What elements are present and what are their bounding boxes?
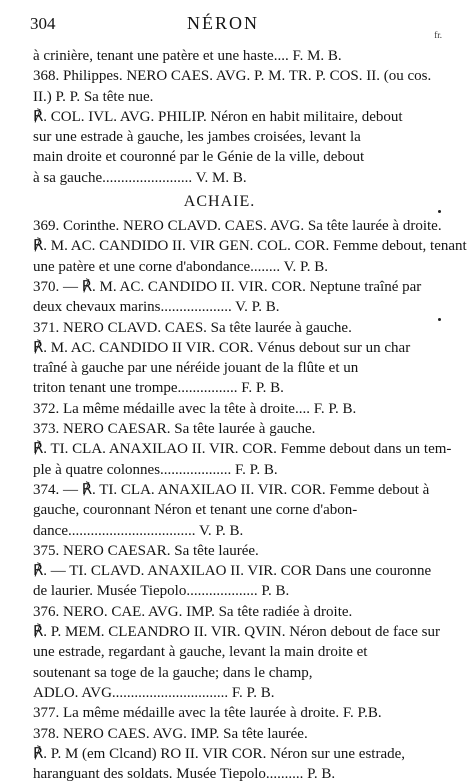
text-line: ℟. COL. IVL. AVG. PHILIP. Néron en habit militaire, debout [33, 108, 403, 125]
text-line: une estrade, regardant à gauche, levant la main droite et [33, 644, 368, 661]
text-line: 371. NERO CLAVD. CAES. Sa tête laurée à gauche. [33, 319, 352, 336]
text-line: 370. — ℟. M. AC. CANDIDO II. VIR. COR. Neptune traîné par [33, 278, 422, 295]
text-line: à crinière, tenant une patère et une haste.... F. M. B. [33, 48, 342, 64]
text-line: triton tenant une trompe................ F. P. B. [33, 380, 284, 397]
text-line: soutenant sa toge de la gauche; dans le champ, [33, 664, 313, 681]
text-line: main droite et couronné par le Génie de la ville, debout [33, 149, 365, 166]
text-line: ℟. M. AC. CANDIDO II VIR. COR. Vénus debout sur un char [33, 339, 411, 356]
page-number: 304 [30, 14, 56, 33]
text-line: gauche, couronnant Néron et tenant une corne d'abon- [33, 502, 358, 519]
text-line: à sa gauche........................ V. M. B. [33, 169, 247, 186]
text-line: 377. La même médaille avec la tête laurée à droite. F. P.B. [33, 705, 382, 722]
text-line: ple à quatre colonnes................... F. P. B. [33, 461, 278, 478]
text-line: ℟. TI. CLA. ANAXILAO II. VIR. COR. Femme debout dans un tem- [33, 441, 452, 458]
text-line: deux chevaux marins................... V. P. B. [33, 299, 280, 316]
text-line: de laurier. Musée Tiepolo................... P. B. [33, 583, 290, 600]
text-line: ℟. — TI. CLAVD. ANAXILAO II. VIR. COR Dans une couronne [33, 563, 432, 580]
text-line: ADLO. AVG............................... F. P. B. [33, 684, 275, 701]
text-line: ℟. P. M (em Clcand) RO II. VIR COR. Néron sur une estrade, [33, 745, 406, 762]
page-header [0, 12, 446, 36]
text-line: 368. Philippes. NERO CAES. AVG. P. M. TR. P. COS. II. (ou cos. [33, 68, 432, 85]
text-line: sur une estrade à gauche, les jambes croisées, levant la [33, 129, 361, 146]
text-line: 376. NERO. CAE. AVG. IMP. Sa tête radiée à droite. [33, 603, 353, 620]
margin-mark: fr. [434, 30, 442, 40]
margin-speck [438, 210, 441, 213]
text-line: 378. NERO CAES. AVG. IMP. Sa tête laurée. [33, 725, 308, 742]
margin-speck [438, 318, 441, 321]
text-line: 375. NERO CAESAR. Sa tête laurée. [33, 542, 259, 559]
text-line: ℟. P. MEM. CLEANDRO II. VIR. QVIN. Néron debout de face sur [33, 624, 441, 641]
text-line: 369. Corinthe. NERO CLAVD. CAES. AVG. Sa tête laurée à droite. [33, 218, 442, 235]
text-line: 374. — ℟. TI. CLA. ANAXILAO II. VIR. COR. Femme debout à [33, 481, 430, 498]
text-line: haranguant des soldats. Musée Tiepolo.......... P. B. [33, 766, 336, 783]
text-line: dance.................................. V. P. B. [33, 522, 244, 539]
text-line: II.) P. P. Sa tête nue. [33, 88, 154, 105]
section-heading: ACHAIE. [183, 193, 256, 211]
text-line: traîné à gauche par une néréide jouant de la flûte et un [33, 360, 359, 377]
text-line: ℟. M. AC. CANDIDO II. VIR GEN. COL. COR. Femme debout, tenant [33, 238, 467, 255]
running-title: NÉRON [187, 13, 259, 33]
page-text [33, 46, 467, 784]
text-line: une patère et une corne d'abondance........ V. P. B. [33, 258, 328, 275]
text-line: 373. NERO CAESAR. Sa tête laurée à gauche. [33, 421, 316, 438]
text-line: 372. La même médaille avec la tête à droite.... F. P. B. [33, 400, 357, 417]
